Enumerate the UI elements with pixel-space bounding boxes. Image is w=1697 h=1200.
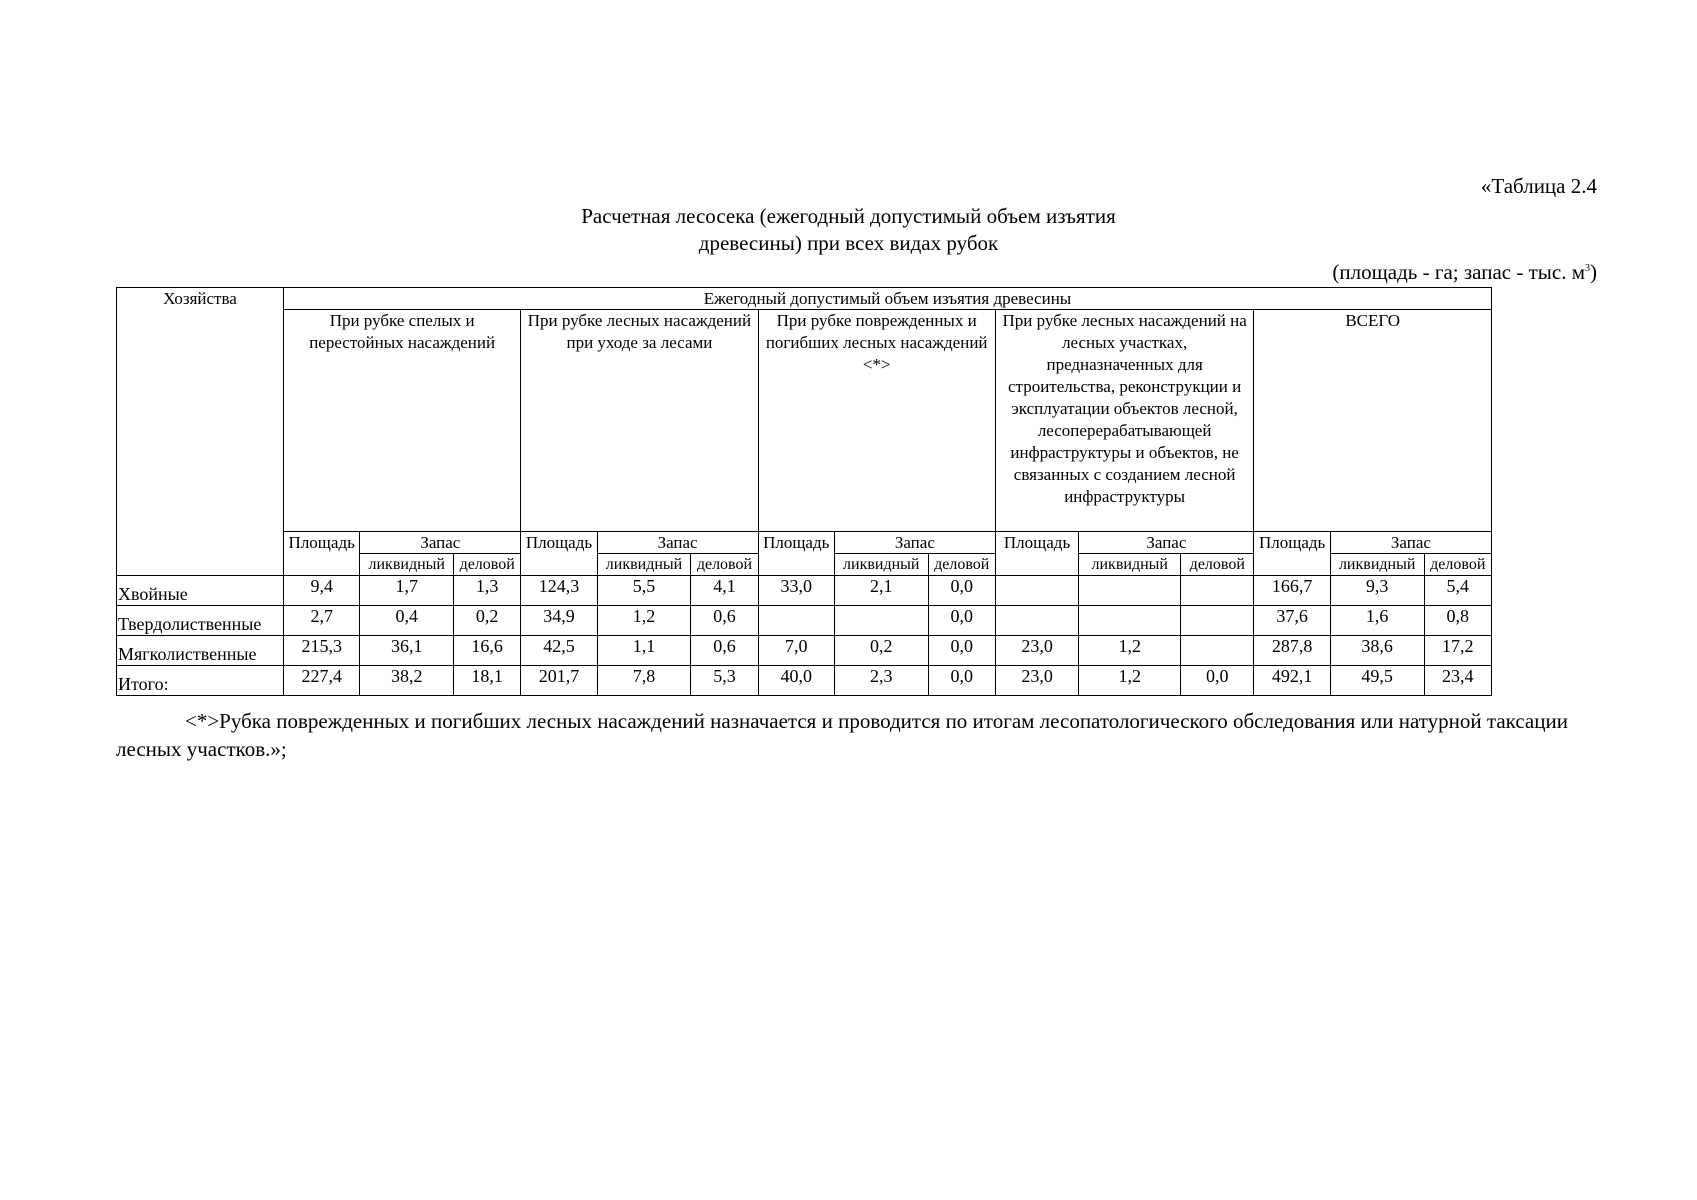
header-business: деловой: [928, 554, 995, 576]
table-row-hardwood: [117, 606, 1492, 636]
header-annual-volume: Ежегодный допустимый объем изъятия древесины: [284, 288, 1492, 310]
header-area: Площадь: [1254, 532, 1330, 576]
table-cell: 227,4: [284, 666, 360, 696]
header-area: Площадь: [284, 532, 360, 576]
table-row-softwood: [117, 636, 1492, 666]
header-group-thinning: При рубке лесных насаждений при уходе за лесами: [521, 310, 758, 532]
header-area: Площадь: [521, 532, 597, 576]
table-cell: [1079, 606, 1181, 636]
table-cell: 1,1: [597, 636, 691, 666]
table-cell: 201,7: [521, 666, 597, 696]
table-cell: 7,8: [597, 666, 691, 696]
table-cell: 16,6: [454, 636, 521, 666]
header-area: Площадь: [758, 532, 834, 576]
table-cell: 1,2: [1079, 636, 1181, 666]
table-cell: 287,8: [1254, 636, 1330, 666]
table-cell: 9,4: [284, 576, 360, 606]
table-cell: 42,5: [521, 636, 597, 666]
table-cell: 23,0: [995, 636, 1079, 666]
table-title: [0, 203, 1697, 257]
harvest-table: [116, 287, 1492, 696]
table-cell: [1079, 576, 1181, 606]
header-business: деловой: [1424, 554, 1491, 576]
header-stock: Запас: [597, 532, 758, 554]
table-cell: 492,1: [1254, 666, 1330, 696]
units-close: ): [1590, 260, 1597, 284]
header-row-groups: [117, 310, 1492, 532]
table-cell: 38,2: [360, 666, 454, 696]
header-group-total: ВСЕГО: [1254, 310, 1492, 532]
table-cell: 17,2: [1424, 636, 1491, 666]
header-liquid: ликвидный: [360, 554, 454, 576]
table-cell: 0,0: [928, 666, 995, 696]
table-cell: 5,3: [691, 666, 758, 696]
table-cell: 18,1: [454, 666, 521, 696]
header-stock: Запас: [1330, 532, 1491, 554]
table-cell: 0,6: [691, 606, 758, 636]
header-row-main: [117, 288, 1492, 310]
header-group-construction: При рубке лесных насаждений на лесных участках, предназначенных для строительства, реконструкции и эксплуатации объектов лесной, лесоперерабатывающей инфраструктуры и объектов, не связанных с созданием лесной инфраструктуры: [995, 310, 1254, 532]
units-note: [1332, 260, 1597, 285]
header-group-mature: При рубке спелых и перестойных насаждений: [284, 310, 521, 532]
row-label: Итого:: [117, 666, 284, 696]
table-cell: 36,1: [360, 636, 454, 666]
table-cell: 2,7: [284, 606, 360, 636]
header-business: деловой: [691, 554, 758, 576]
table-cell: 37,6: [1254, 606, 1330, 636]
table-cell: 7,0: [758, 636, 834, 666]
table-cell: 0,0: [928, 606, 995, 636]
header-liquid: ликвидный: [834, 554, 928, 576]
header-farms: Хозяйства: [117, 288, 284, 576]
table-cell: [995, 576, 1079, 606]
units-text: (площадь - га; запас - тыс. м: [1332, 260, 1585, 284]
row-label: Мягколиственные: [117, 636, 284, 666]
table-row-total: [117, 666, 1492, 696]
table-cell: 0,0: [1181, 666, 1254, 696]
table-cell: [1181, 576, 1254, 606]
table-cell: 0,4: [360, 606, 454, 636]
table-cell: 33,0: [758, 576, 834, 606]
table-cell: 124,3: [521, 576, 597, 606]
table-cell: 23,4: [1424, 666, 1491, 696]
header-business: деловой: [454, 554, 521, 576]
table-cell: 34,9: [521, 606, 597, 636]
table-cell: [1181, 606, 1254, 636]
footnote: <*>Рубка поврежденных и погибших лесных насаждений назначается и проводится по итогам лесопатологического обследования или натурной таксации лесных участков.»;: [116, 709, 1568, 761]
table-number: «Таблица 2.4: [1480, 174, 1597, 198]
header-area: Площадь: [995, 532, 1079, 576]
table-cell: 1,6: [1330, 606, 1424, 636]
table-cell: 23,0: [995, 666, 1079, 696]
table-cell: 0,8: [1424, 606, 1491, 636]
header-group-damaged: При рубке поврежденных и погибших лесных насаждений <*>: [758, 310, 995, 532]
header-liquid: ликвидный: [1330, 554, 1424, 576]
table-cell: 0,6: [691, 636, 758, 666]
header-stock: Запас: [1079, 532, 1254, 554]
table-cell: 4,1: [691, 576, 758, 606]
units-superscript: 3: [1585, 263, 1590, 274]
table-cell: 0,0: [928, 636, 995, 666]
table-cell: 38,6: [1330, 636, 1424, 666]
table-cell: [758, 606, 834, 636]
table-cell: [834, 606, 928, 636]
table-cell: 1,2: [597, 606, 691, 636]
header-liquid: ликвидный: [597, 554, 691, 576]
table-cell: 1,2: [1079, 666, 1181, 696]
table-cell: 5,4: [1424, 576, 1491, 606]
table-row-coniferous: [117, 576, 1492, 606]
header-stock: Запас: [360, 532, 521, 554]
table-cell: 0,0: [928, 576, 995, 606]
table-cell: 0,2: [454, 606, 521, 636]
table-cell: 2,1: [834, 576, 928, 606]
table-cell: 40,0: [758, 666, 834, 696]
header-business: деловой: [1181, 554, 1254, 576]
table-cell: 0,2: [834, 636, 928, 666]
table-cell: 1,3: [454, 576, 521, 606]
header-row-area-stock: [117, 532, 1492, 554]
table-cell: 5,5: [597, 576, 691, 606]
table-cell: 215,3: [284, 636, 360, 666]
table-cell: [1181, 636, 1254, 666]
row-label: Твердолиственные: [117, 606, 284, 636]
header-stock: Запас: [834, 532, 995, 554]
table-cell: 1,7: [360, 576, 454, 606]
table-title-line-2: древесины) при всех видах рубок: [698, 231, 999, 255]
table-title-line-1: Расчетная лесосека (ежегодный допустимый объем изъятия: [581, 204, 1116, 228]
table-cell: 9,3: [1330, 576, 1424, 606]
table-cell: [995, 606, 1079, 636]
table-cell: 2,3: [834, 666, 928, 696]
row-label: Хвойные: [117, 576, 284, 606]
header-liquid: ликвидный: [1079, 554, 1181, 576]
table-cell: 49,5: [1330, 666, 1424, 696]
table-cell: 166,7: [1254, 576, 1330, 606]
